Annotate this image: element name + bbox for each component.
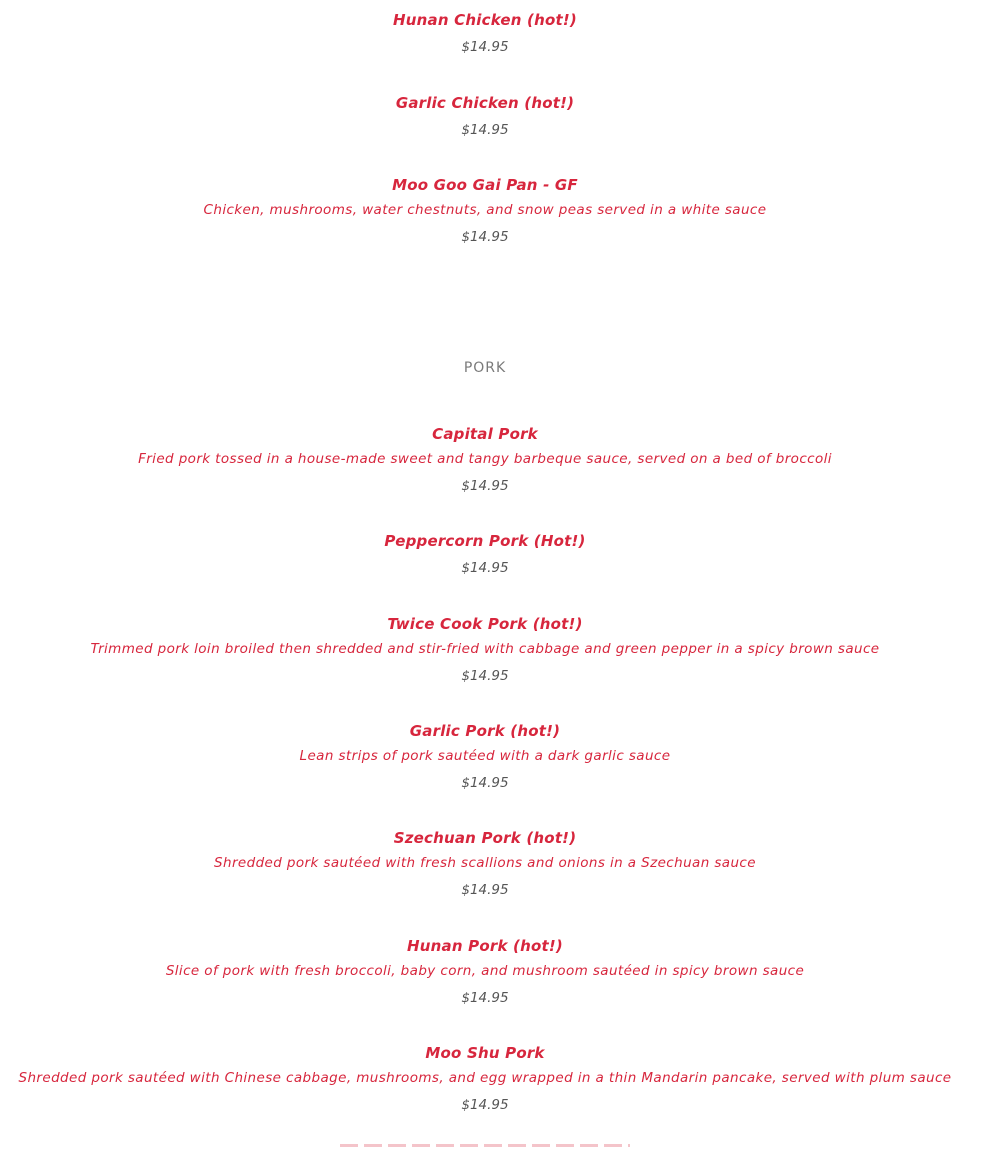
menu-item bbox=[0, 614, 970, 686]
menu-item-description: Trimmed pork loin broiled then shredded and stir-fried with cabbage and green pepper in a spicy brown sauce bbox=[90, 641, 880, 657]
menu-item-description: Lean strips of pork sautéed with a dark garlic sauce bbox=[299, 748, 671, 764]
menu-item-price: $14.95 bbox=[461, 122, 509, 138]
menu-item bbox=[0, 936, 970, 1008]
menu-item-price: $14.95 bbox=[461, 560, 509, 576]
menu-item-name: Garlic Pork (hot!) bbox=[409, 722, 561, 740]
menu-item-name: Szechuan Pork (hot!) bbox=[393, 829, 577, 847]
menu-item bbox=[0, 721, 970, 793]
menu-item-price: $14.95 bbox=[461, 478, 509, 494]
menu-item-description: Shredded pork sautéed with Chinese cabbage, mushrooms, and egg wrapped in a thin Mandarin pancake, served with plum sauce bbox=[18, 1070, 952, 1086]
menu-item-description: Fried pork tossed in a house-made sweet and tangy barbeque sauce, served on a bed of broccoli bbox=[138, 451, 832, 467]
section-title-pork: PORK bbox=[463, 360, 507, 376]
menu-item-price: $14.95 bbox=[461, 39, 509, 55]
menu-item-price: $14.95 bbox=[461, 1097, 509, 1113]
cutoff-next-item bbox=[340, 1140, 630, 1149]
menu-item-name: Hunan Pork (hot!) bbox=[407, 937, 563, 955]
menu-item-name: Twice Cook Pork (hot!) bbox=[387, 615, 583, 633]
menu-item-description: Slice of pork with fresh broccoli, baby corn, and mushroom sautéed in spicy brown sauce bbox=[165, 963, 805, 979]
menu-item-name: Moo Shu Pork bbox=[425, 1044, 545, 1062]
menu-item bbox=[0, 828, 970, 900]
menu-item-name: Garlic Chicken (hot!) bbox=[395, 94, 575, 112]
menu-item bbox=[0, 175, 970, 247]
menu-item-name: Capital Pork bbox=[432, 425, 538, 443]
menu-item-name: Peppercorn Pork (Hot!) bbox=[384, 532, 586, 550]
menu-item bbox=[0, 10, 970, 57]
menu-item-description: Shredded pork sautéed with fresh scallions and onions in a Szechuan sauce bbox=[214, 855, 756, 871]
menu-item-price: $14.95 bbox=[461, 775, 509, 791]
menu-item-price: $14.95 bbox=[461, 229, 509, 245]
menu-item bbox=[0, 1043, 970, 1115]
menu-item-price: $14.95 bbox=[461, 990, 509, 1006]
menu-item-description: Chicken, mushrooms, water chestnuts, and snow peas served in a white sauce bbox=[203, 202, 767, 218]
menu-item bbox=[0, 424, 970, 496]
menu-item-price: $14.95 bbox=[461, 668, 509, 684]
menu-item-price: $14.95 bbox=[461, 882, 509, 898]
menu-item-name: Hunan Chicken (hot!) bbox=[393, 11, 577, 29]
menu-item bbox=[0, 531, 970, 578]
menu-item bbox=[0, 93, 970, 140]
menu-item-name: Moo Goo Gai Pan - GF bbox=[392, 176, 578, 194]
